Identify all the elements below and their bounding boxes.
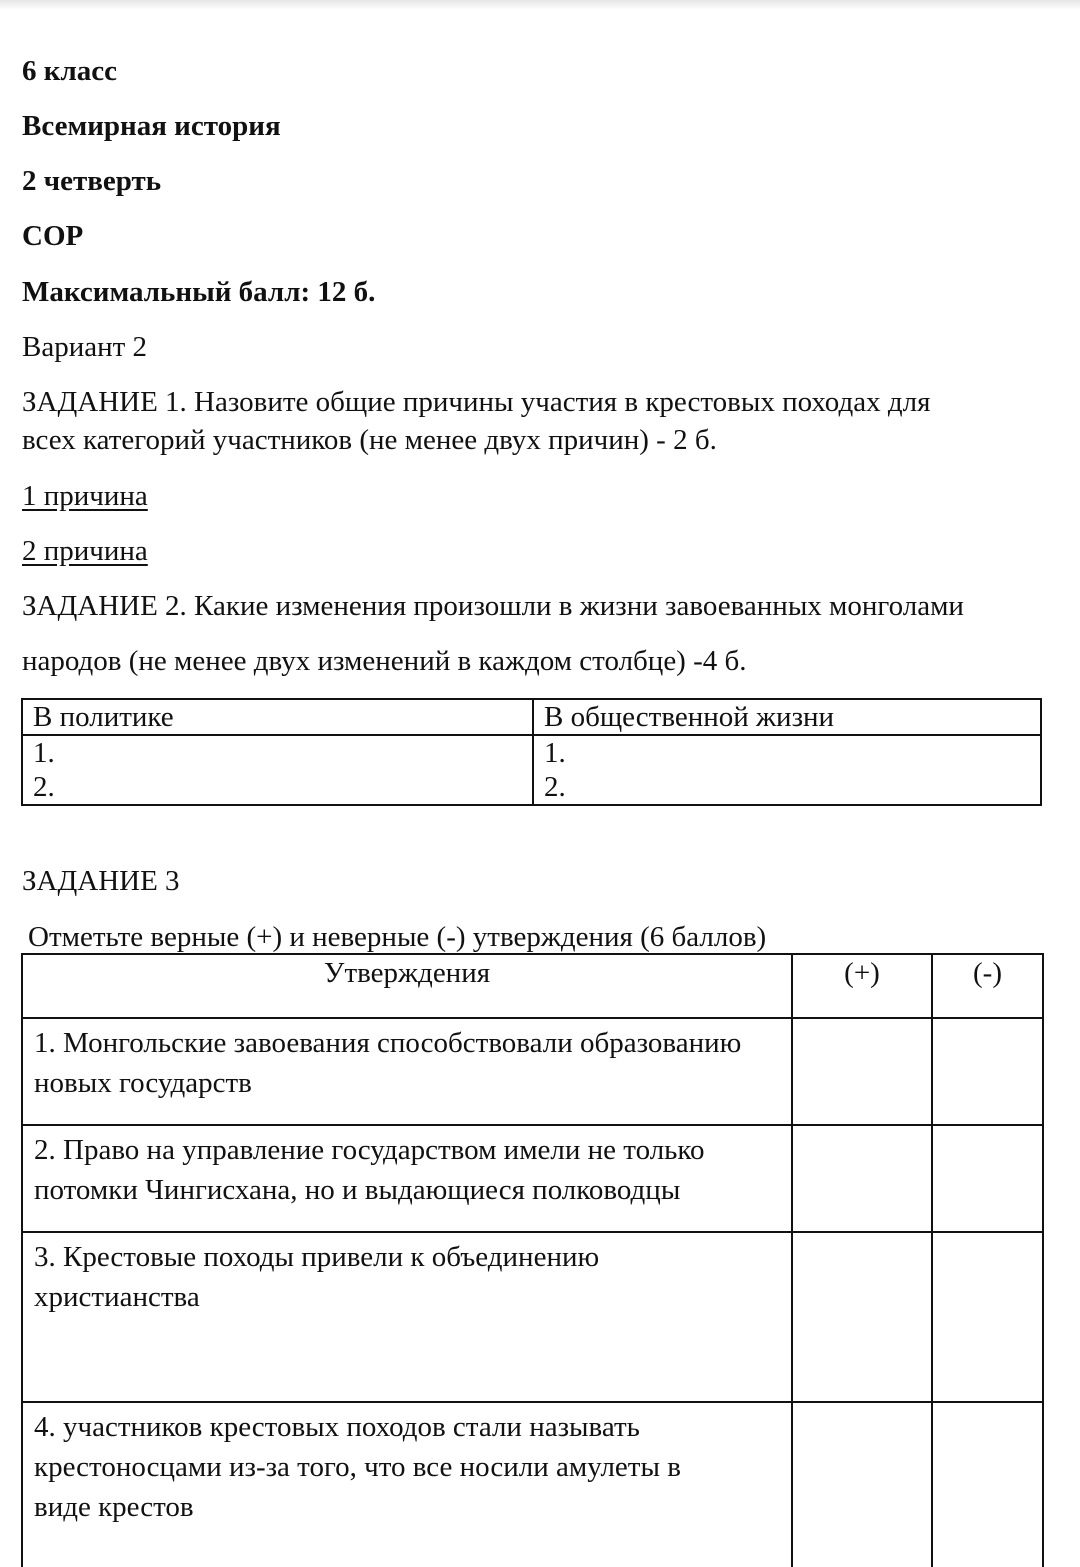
statement-2-false-cell[interactable] (932, 1125, 1043, 1232)
task2-social-item2: 2. (544, 771, 566, 803)
statement-3 (22, 1232, 792, 1402)
task1-text-line1: ЗАДАНИЕ 1. Назовите общие причины участия в крестовых походах для (22, 386, 931, 418)
task2-politics-cell[interactable] (22, 735, 533, 805)
task2-social-item1: 1. (544, 737, 566, 769)
variant-label: Вариант 2 (22, 331, 148, 363)
statement-1-true-cell[interactable] (792, 1018, 932, 1125)
task2-table-row (22, 735, 1041, 805)
statement-3-false-cell[interactable] (932, 1232, 1043, 1402)
task3-col-true-header: (+) (792, 954, 932, 1018)
task1-reason1: 1 причина (22, 480, 148, 512)
table-row (22, 1125, 1043, 1232)
table-row (22, 1402, 1043, 1567)
page-top-shadow (0, 0, 1080, 10)
subject-label: Всемирная история (22, 110, 281, 142)
quarter-label: 2 четверть (22, 165, 162, 197)
task2-table-header-row (22, 699, 1041, 735)
statement-4-line2: крестоносцами из-за того, что все носили амулеты в (34, 1451, 681, 1483)
statement-1-false-cell[interactable] (932, 1018, 1043, 1125)
max-score-label: Максимальный балл: 12 б. (22, 276, 376, 308)
task1-text-line2: всех категорий участников (не менее двух причин) - 2 б. (22, 424, 717, 456)
task1-reason2: 2 причина (22, 535, 148, 567)
statement-4-true-cell[interactable] (792, 1402, 932, 1567)
task2-col-politics-header: В политике (22, 699, 533, 735)
task3-title: ЗАДАНИЕ 3 (22, 865, 180, 897)
task2-text-line2: народов (не менее двух изменений в каждом столбце) -4 б. (22, 645, 747, 677)
task2-politics-item1: 1. (33, 737, 55, 769)
statement-1-line1: 1. Монгольские завоевания способствовали образованию (34, 1027, 742, 1059)
statement-1-line2: новых государств (34, 1067, 252, 1099)
task3-table-header-row (22, 954, 1043, 1018)
statement-4 (22, 1402, 792, 1567)
statement-4-line1: 4. участников крестовых походов стали называть (34, 1411, 640, 1443)
task2-social-cell[interactable] (533, 735, 1041, 805)
task2-col-social-header: В общественной жизни (533, 699, 1041, 735)
task2-politics-item2: 2. (33, 771, 55, 803)
table-row (22, 1232, 1043, 1402)
task3-col-false-header: (-) (932, 954, 1043, 1018)
table-row (22, 1018, 1043, 1125)
statement-2-true-cell[interactable] (792, 1125, 932, 1232)
task3-instruction: Отметьте верные (+) и неверные (-) утверждения (6 баллов) (28, 921, 767, 953)
task3-table (21, 953, 1044, 1567)
statement-4-line3: виде крестов (34, 1491, 194, 1523)
task2-table (21, 698, 1042, 806)
task2-text-line1: ЗАДАНИЕ 2. Какие изменения произошли в жизни завоеванных монголами (22, 590, 964, 622)
statement-1 (22, 1018, 792, 1125)
statement-3-line2: христианства (34, 1281, 200, 1313)
statement-2-line2: потомки Чингисхана, но и выдающиеся полководцы (34, 1174, 681, 1206)
assessment-label: СОР (22, 220, 84, 252)
statement-2 (22, 1125, 792, 1232)
statement-3-true-cell[interactable] (792, 1232, 932, 1402)
statement-4-false-cell[interactable] (932, 1402, 1043, 1567)
grade-label: 6 класс (22, 55, 117, 87)
statement-3-line1: 3. Крестовые походы привели к объединению (34, 1241, 600, 1273)
statement-2-line1: 2. Право на управление государством имели не только (34, 1134, 705, 1166)
task3-col-statements-header: Утверждения (22, 954, 792, 1018)
